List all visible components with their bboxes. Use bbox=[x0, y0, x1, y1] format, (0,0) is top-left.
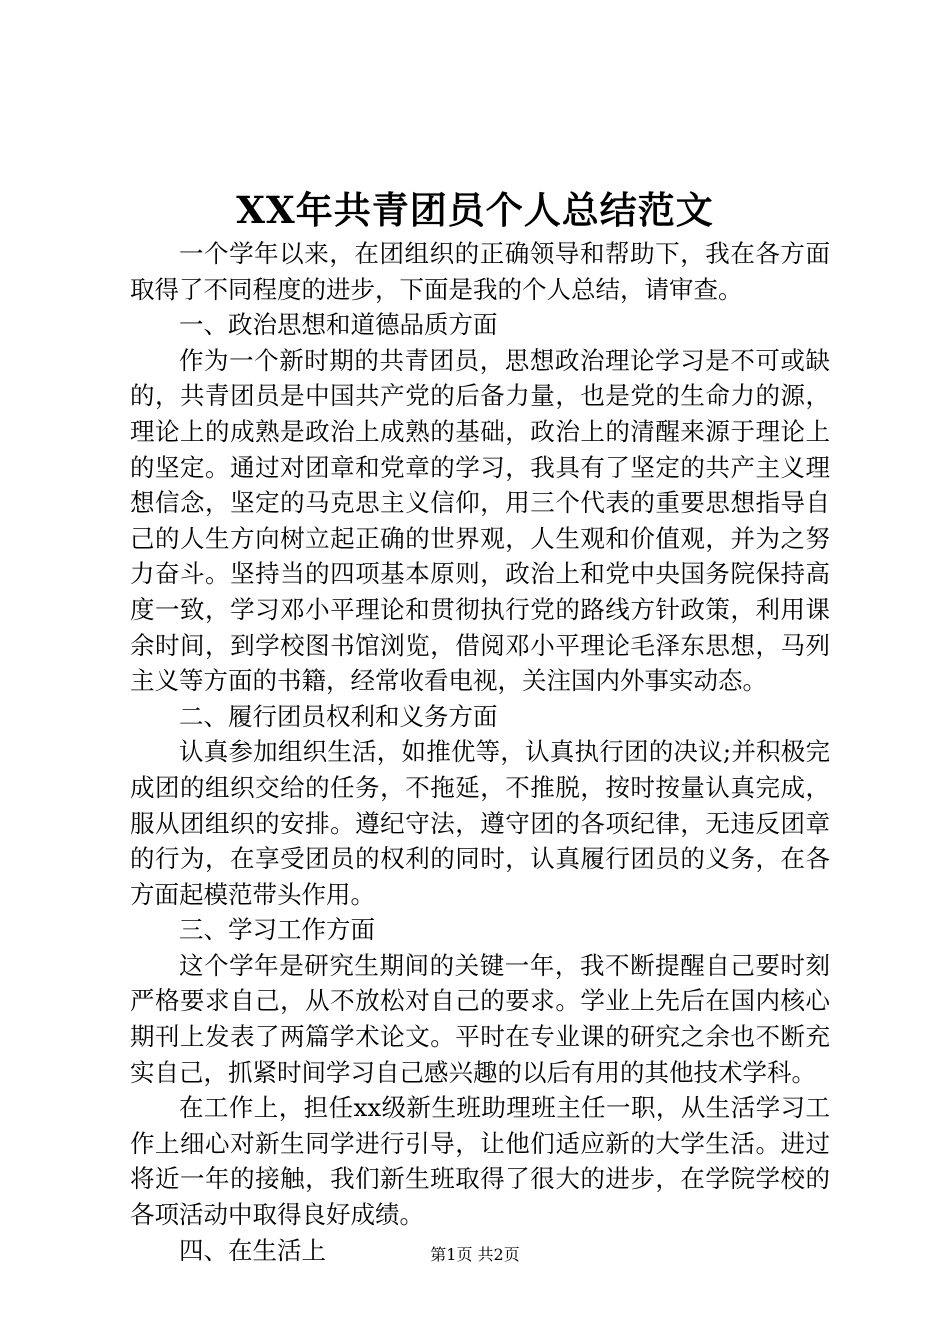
section-heading-4: 四、在生活上 bbox=[179, 1235, 326, 1265]
body-paragraph: 在工作上，担任xx级新生班助理班主任一职，从生活学习工作上细心对新生同学进行引导，让他们适应新的大学生活。进过将近一年的接触，我们新生班取得了很大的进步，在学院学校的各项活动中取得良好成绩。 bbox=[130, 1093, 830, 1230]
body-paragraph: 认真参加组织生活，如推优等，认真执行团的决议;并积极完成团的组织交给的任务，不拖延，不推脱，按时按量认真完成，服从团组织的安排。遵纪守法，遵守团的各项纪律，无违反团章的行为，在享受团员的权利的同时，认真履行团员的义务，在各方面起模范带头作用。 bbox=[130, 737, 830, 909]
intro-paragraph: 一个学年以来，在团组织的正确领导和帮助下，我在各方面取得了不同程度的进步，下面是我的个人总结，请审查。 bbox=[130, 239, 830, 304]
body-paragraph: 这个学年是研究生期间的关键一年，我不断提醒自己要时刻严格要求自己，从不放松对自己的要求。学业上先后在国内核心期刊上发表了两篇学术论文。平时在专业课的研究之余也不断充实自己，抓紧时间学习自己感兴趣的以后有用的其他技术学科。 bbox=[130, 950, 830, 1087]
section-heading-2: 二、履行团员权利和义务方面 bbox=[179, 701, 498, 731]
page-number-footer: 第1页 共2页 bbox=[430, 1245, 520, 1264]
document-title: XX年共青团员个人总结范文 bbox=[236, 188, 714, 232]
document-body bbox=[130, 236, 830, 1268]
section-heading-1: 一、政治思想和道德品质方面 bbox=[179, 310, 498, 340]
section-heading-3: 三、学习工作方面 bbox=[179, 915, 375, 945]
body-paragraph: 作为一个新时期的共青团员，思想政治理论学习是不可或缺的，共青团员是中国共产党的后备力量，也是党的生命力的源，理论上的成熟是政治上成熟的基础，政治上的清醒来源于理论上的坚定。通过对团章和党章的学习，我具有了坚定的共产主义理想信念，坚定的马克思主义信仰，用三个代表的重要思想指导自己的人生方向树立起正确的世界观，人生观和价值观，并为之努力奋斗。坚持当的四项基本原则，政治上和党中央国务院保持高度一致，学习邓小平理论和贯彻执行党的路线方针政策，利用课余时间，到学校图书馆浏览，借阅邓小平理论毛泽东思想，马列主义等方面的书籍，经常收看电视，关注国内外事实动态。 bbox=[130, 345, 830, 696]
